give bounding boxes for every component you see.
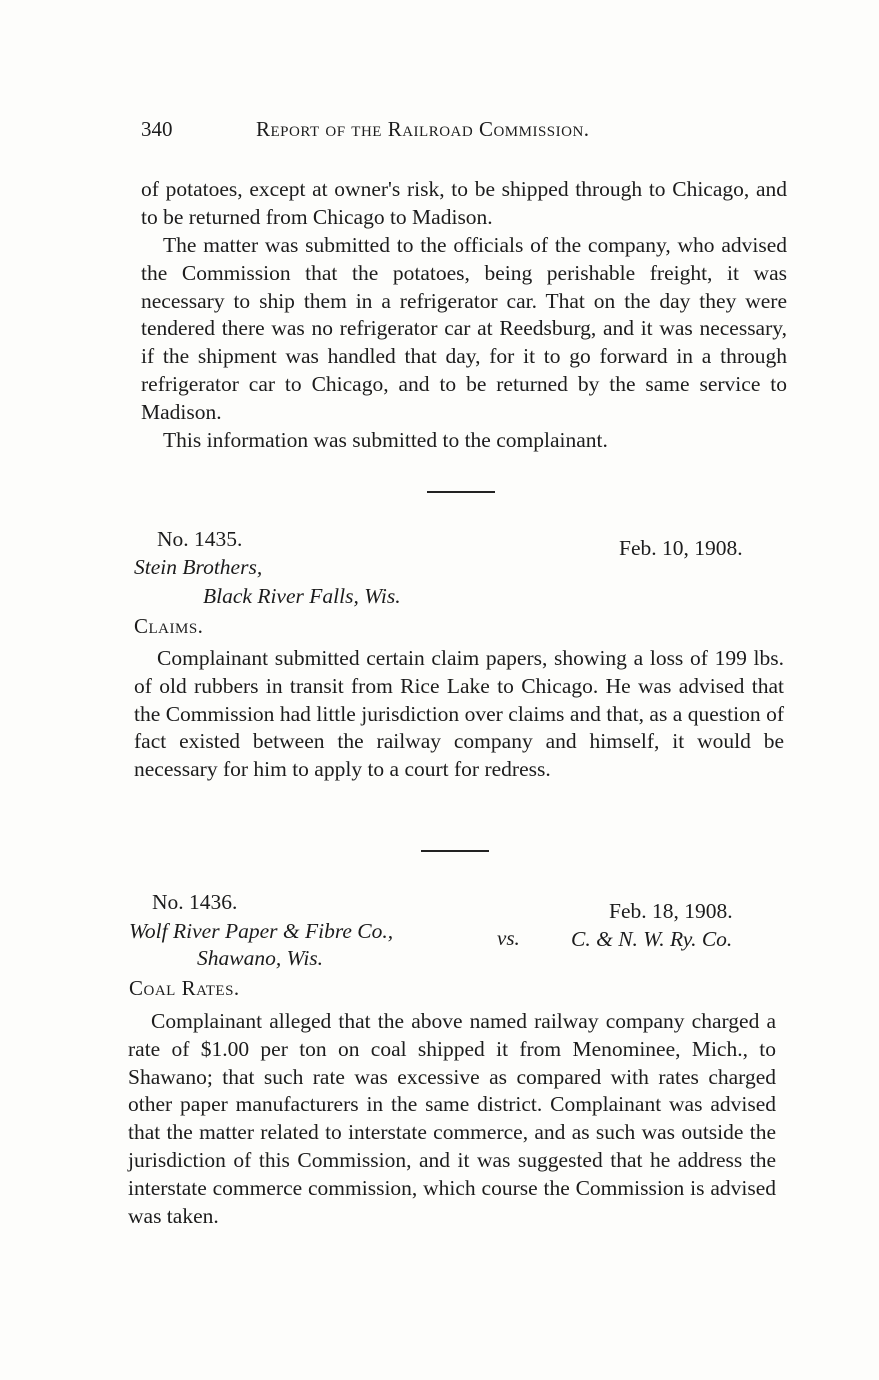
case-1436-location: Shawano, Wis. [197, 946, 324, 970]
case-1435-complainant: Stein Brothers, [134, 555, 263, 579]
case-1436-defendant: C. & N. W. Ry. Co. [571, 927, 733, 951]
case-1436-number: No. 1436. [152, 890, 238, 914]
case-1436-complainant: Wolf River Paper & Fibre Co., [129, 919, 394, 943]
case-1436-versus: vs. [497, 926, 520, 950]
case-1436-body: Complainant alleged that the above named railway company charged a rate of $1.00 per ton on coal shipped it from Menominee, Mich., to Shawano; that such rate was excessive as compared with rates charged other paper manufacturers in the same district. Complainant was advised that the matter related to interstate commerce, and as such was outside the jurisdiction of this Commission, and it was suggested that he address the interstate commerce commission, which course the Commission is advised was taken. [128, 1009, 776, 1228]
continuation-paragraph-2: The matter was submitted to the officials of the company, who advised the Commission that the potatoes, being perishable freight, it was necessary to ship them in a refrigerator car. That on the day they were tendered there was no refrigerator car at Reedsburg, and it was necessary, if the shipment was handled that day, for it to go forward in a through refrigerator car to Chicago, and to be returned by the same service to Madison. [141, 233, 787, 424]
case-1436-subject: Coal Rates. [129, 976, 240, 1000]
continuation-paragraph-1: of potatoes, except at owner's risk, to be shipped through to Chicago, and to be returned from Chicago to Madison. [141, 177, 787, 229]
continuation-paragraph-3: This information was submitted to the complainant. [163, 428, 608, 452]
case-1435-body: Complainant submitted certain claim papers, showing a loss of 199 lbs. of old rubbers in transit from Rice Lake to Chicago. He was advised that the Commission had little jurisdiction over claims and that, as a question of fact existed between the railway company and himself, it would be necessary for him to apply to a court for redress. [134, 646, 784, 782]
running-title: Report of the Railroad Commission. [256, 117, 590, 141]
case-1436-date: Feb. 18, 1908. [609, 899, 733, 923]
section-divider-2 [421, 850, 489, 852]
case-1435-subject: Claims. [134, 614, 204, 638]
page-number: 340 [141, 117, 173, 141]
case-1435-location: Black River Falls, Wis. [203, 584, 401, 608]
case-1435-date: Feb. 10, 1908. [619, 536, 743, 560]
case-1435-number: No. 1435. [157, 527, 243, 551]
section-divider-1 [427, 491, 495, 493]
